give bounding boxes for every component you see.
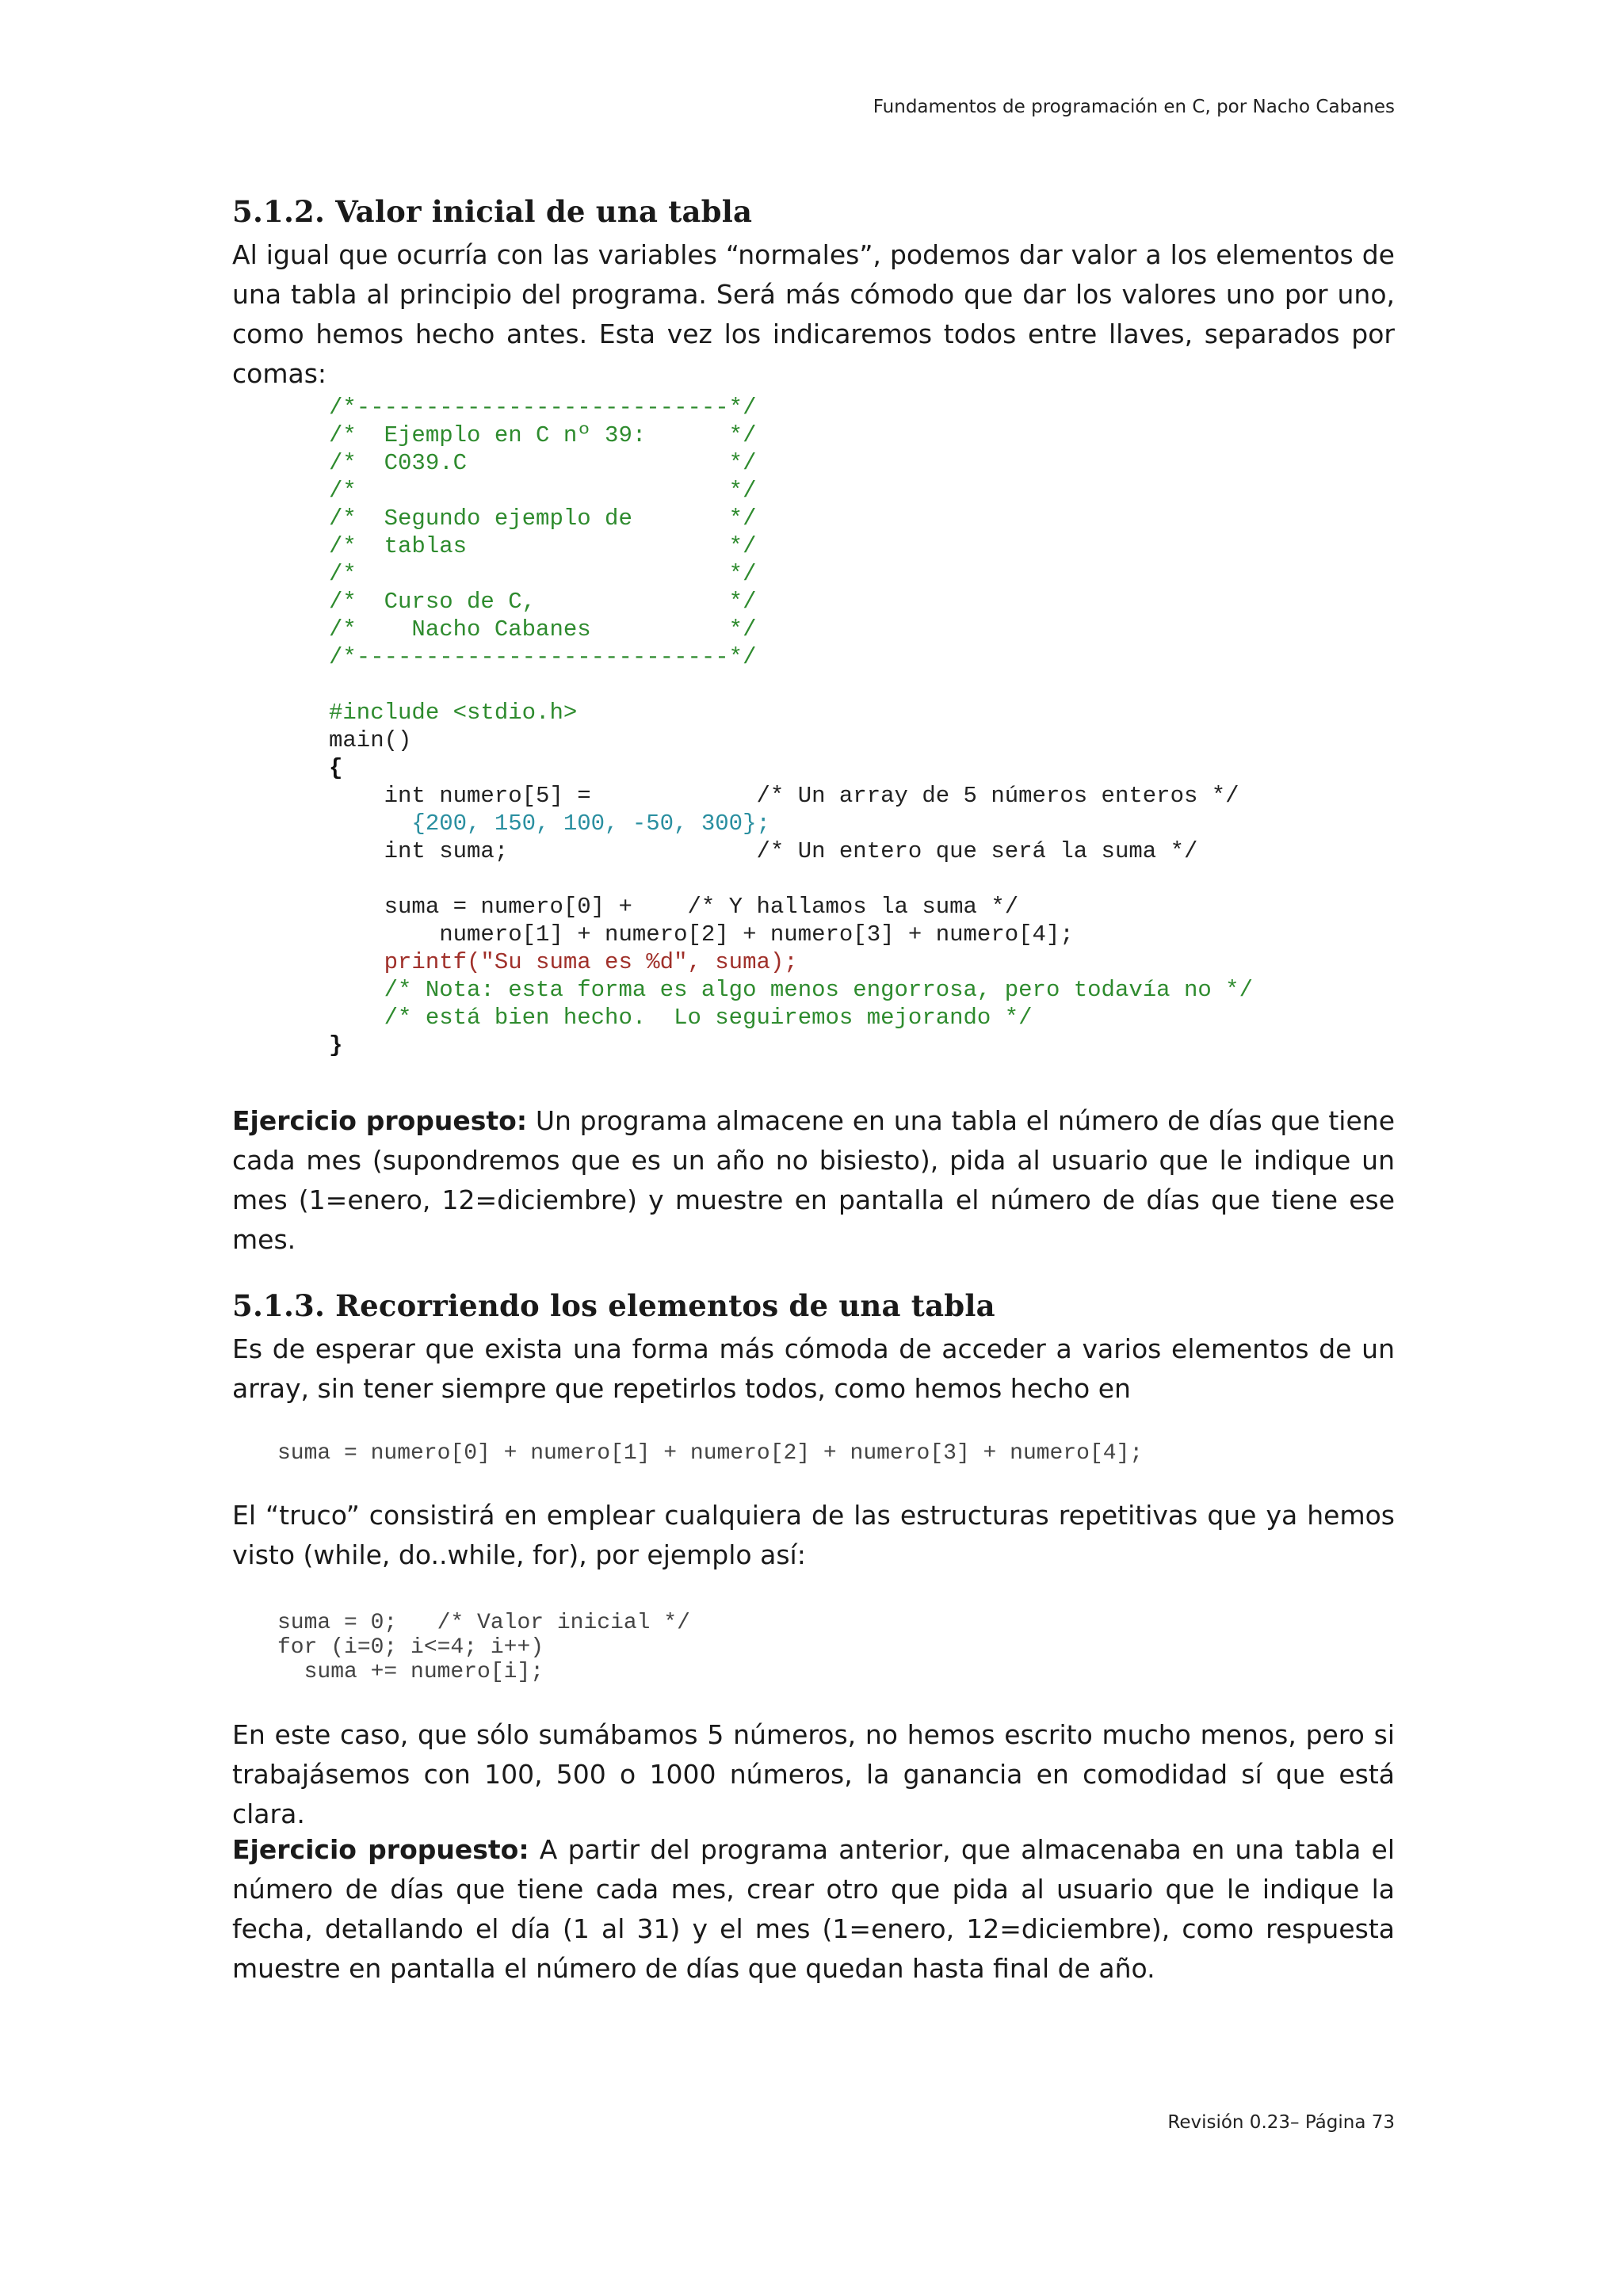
- paragraph-comodidad: [232, 1715, 1395, 1834]
- code-line: printf("Su suma es %d", suma);: [329, 949, 798, 975]
- body-paragraph: El “truco” consistirá en emplear cualquiera de las estructuras repetitivas que ya hemos visto (while, do..while, for), por ejemplo así:: [232, 1500, 1395, 1570]
- body-paragraph: Al igual que ocurría con las variables “normales”, podemos dar valor a los elementos de una tabla al principio del programa. Será más cómodo que dar los valores uno por uno, como hemos hecho antes. Esta vez los indicaremos todos entre llaves, separados por comas:: [232, 239, 1395, 389]
- code-line: int suma; /* Un entero que será la suma */: [329, 838, 1198, 864]
- code-line: suma = numero[0] + /* Y hallamos la suma */: [329, 894, 1019, 920]
- section-heading: 5.1.3. Recorriendo los elementos de una tabla: [232, 1288, 995, 1323]
- exercise-2: [232, 1830, 1395, 1989]
- code-line: /* Nota: esta forma es algo menos engorrosa, pero todavía no */: [329, 977, 1253, 1003]
- body-paragraph: Es de esperar que exista una forma más cómoda de acceder a varios elementos de un array, sin tener siempre que repetirlos todos, como hemos hecho en: [232, 1333, 1395, 1404]
- exercise-text: Un programa almacene en una tabla el número de días que tiene cada mes (supondremos que es un año no bisiesto), pida al usuario que le indique un mes (1=enero, 12=diciembre) y muestre en pantalla el número de días que tiene ese mes.: [232, 1105, 1395, 1255]
- code-line: /* está bien hecho. Lo seguiremos mejorando */: [329, 1005, 1033, 1031]
- code-line: {200, 150, 100, -50, 300};: [329, 810, 770, 837]
- exercise-paragraph: [232, 1101, 1395, 1260]
- code-line: /* */: [329, 561, 757, 587]
- code-line: /*---------------------------*/: [329, 644, 757, 670]
- paragraph-truco: [232, 1496, 1395, 1575]
- exercise-paragraph: [232, 1830, 1395, 1989]
- section-5-1-2: [232, 194, 1395, 394]
- code-snippet: suma = 0; /* Valor inicial */ for (i=0; i<=4; i++) suma += numero[i];: [277, 1611, 690, 1684]
- section-heading: 5.1.2. Valor inicial de una tabla: [232, 194, 753, 229]
- code-line: /* Curso de C, */: [329, 589, 757, 615]
- running-header: Fundamentos de programación en C, por Nacho Cabanes: [873, 97, 1395, 117]
- exercise-label: Ejercicio propuesto:: [232, 1105, 528, 1136]
- section-5-1-3: [232, 1288, 1395, 1409]
- inline-code-1: [277, 1441, 1440, 1466]
- code-line: /* Segundo ejemplo de */: [329, 505, 757, 532]
- page-footer: Revisión 0.23– Página 73: [1167, 2112, 1395, 2133]
- code-line: /* Ejemplo en C nº 39: */: [329, 422, 757, 448]
- code-line: #include <stdio.h>: [329, 700, 578, 726]
- code-line: /* Nacho Cabanes */: [329, 616, 757, 643]
- code-line: }: [329, 1032, 343, 1058]
- code-snippet: suma = numero[0] + numero[1] + numero[2] + numero[3] + numero[4];: [277, 1441, 1144, 1466]
- code-line: /* */: [329, 478, 757, 504]
- code-line: numero[1] + numero[2] + numero[3] + numero[4];: [329, 921, 1074, 948]
- code-block: [329, 394, 1491, 1059]
- code-line: /* tablas */: [329, 533, 757, 559]
- code-line: main(): [329, 727, 412, 753]
- code-line: {: [329, 755, 343, 781]
- code-line: /* C039.C */: [329, 450, 757, 476]
- code-line: /*---------------------------*/: [329, 395, 757, 421]
- body-paragraph: En este caso, que sólo sumábamos 5 números, no hemos escrito mucho menos, pero si trabajásemos con 100, 500 o 1000 números, la ganancia en comodidad sí que está clara.: [232, 1719, 1395, 1829]
- code-listing: [329, 394, 1491, 1059]
- exercise-label: Ejercicio propuesto:: [232, 1834, 529, 1865]
- exercise-text: A partir del programa anterior, que almacenaba en una tabla el número de días que tiene cada mes, crear otro que pida al usuario que le indique la fecha, detallando el día (1 al 31) y el mes (1=enero, 12=diciembre), como respuesta muestre en pantalla el número de días que quedan hasta final de año.: [232, 1834, 1396, 1984]
- inline-code-2: [277, 1611, 1440, 1684]
- code-line: int numero[5] = /* Un array de 5 números enteros */: [329, 783, 1239, 809]
- exercise-1: [232, 1101, 1395, 1260]
